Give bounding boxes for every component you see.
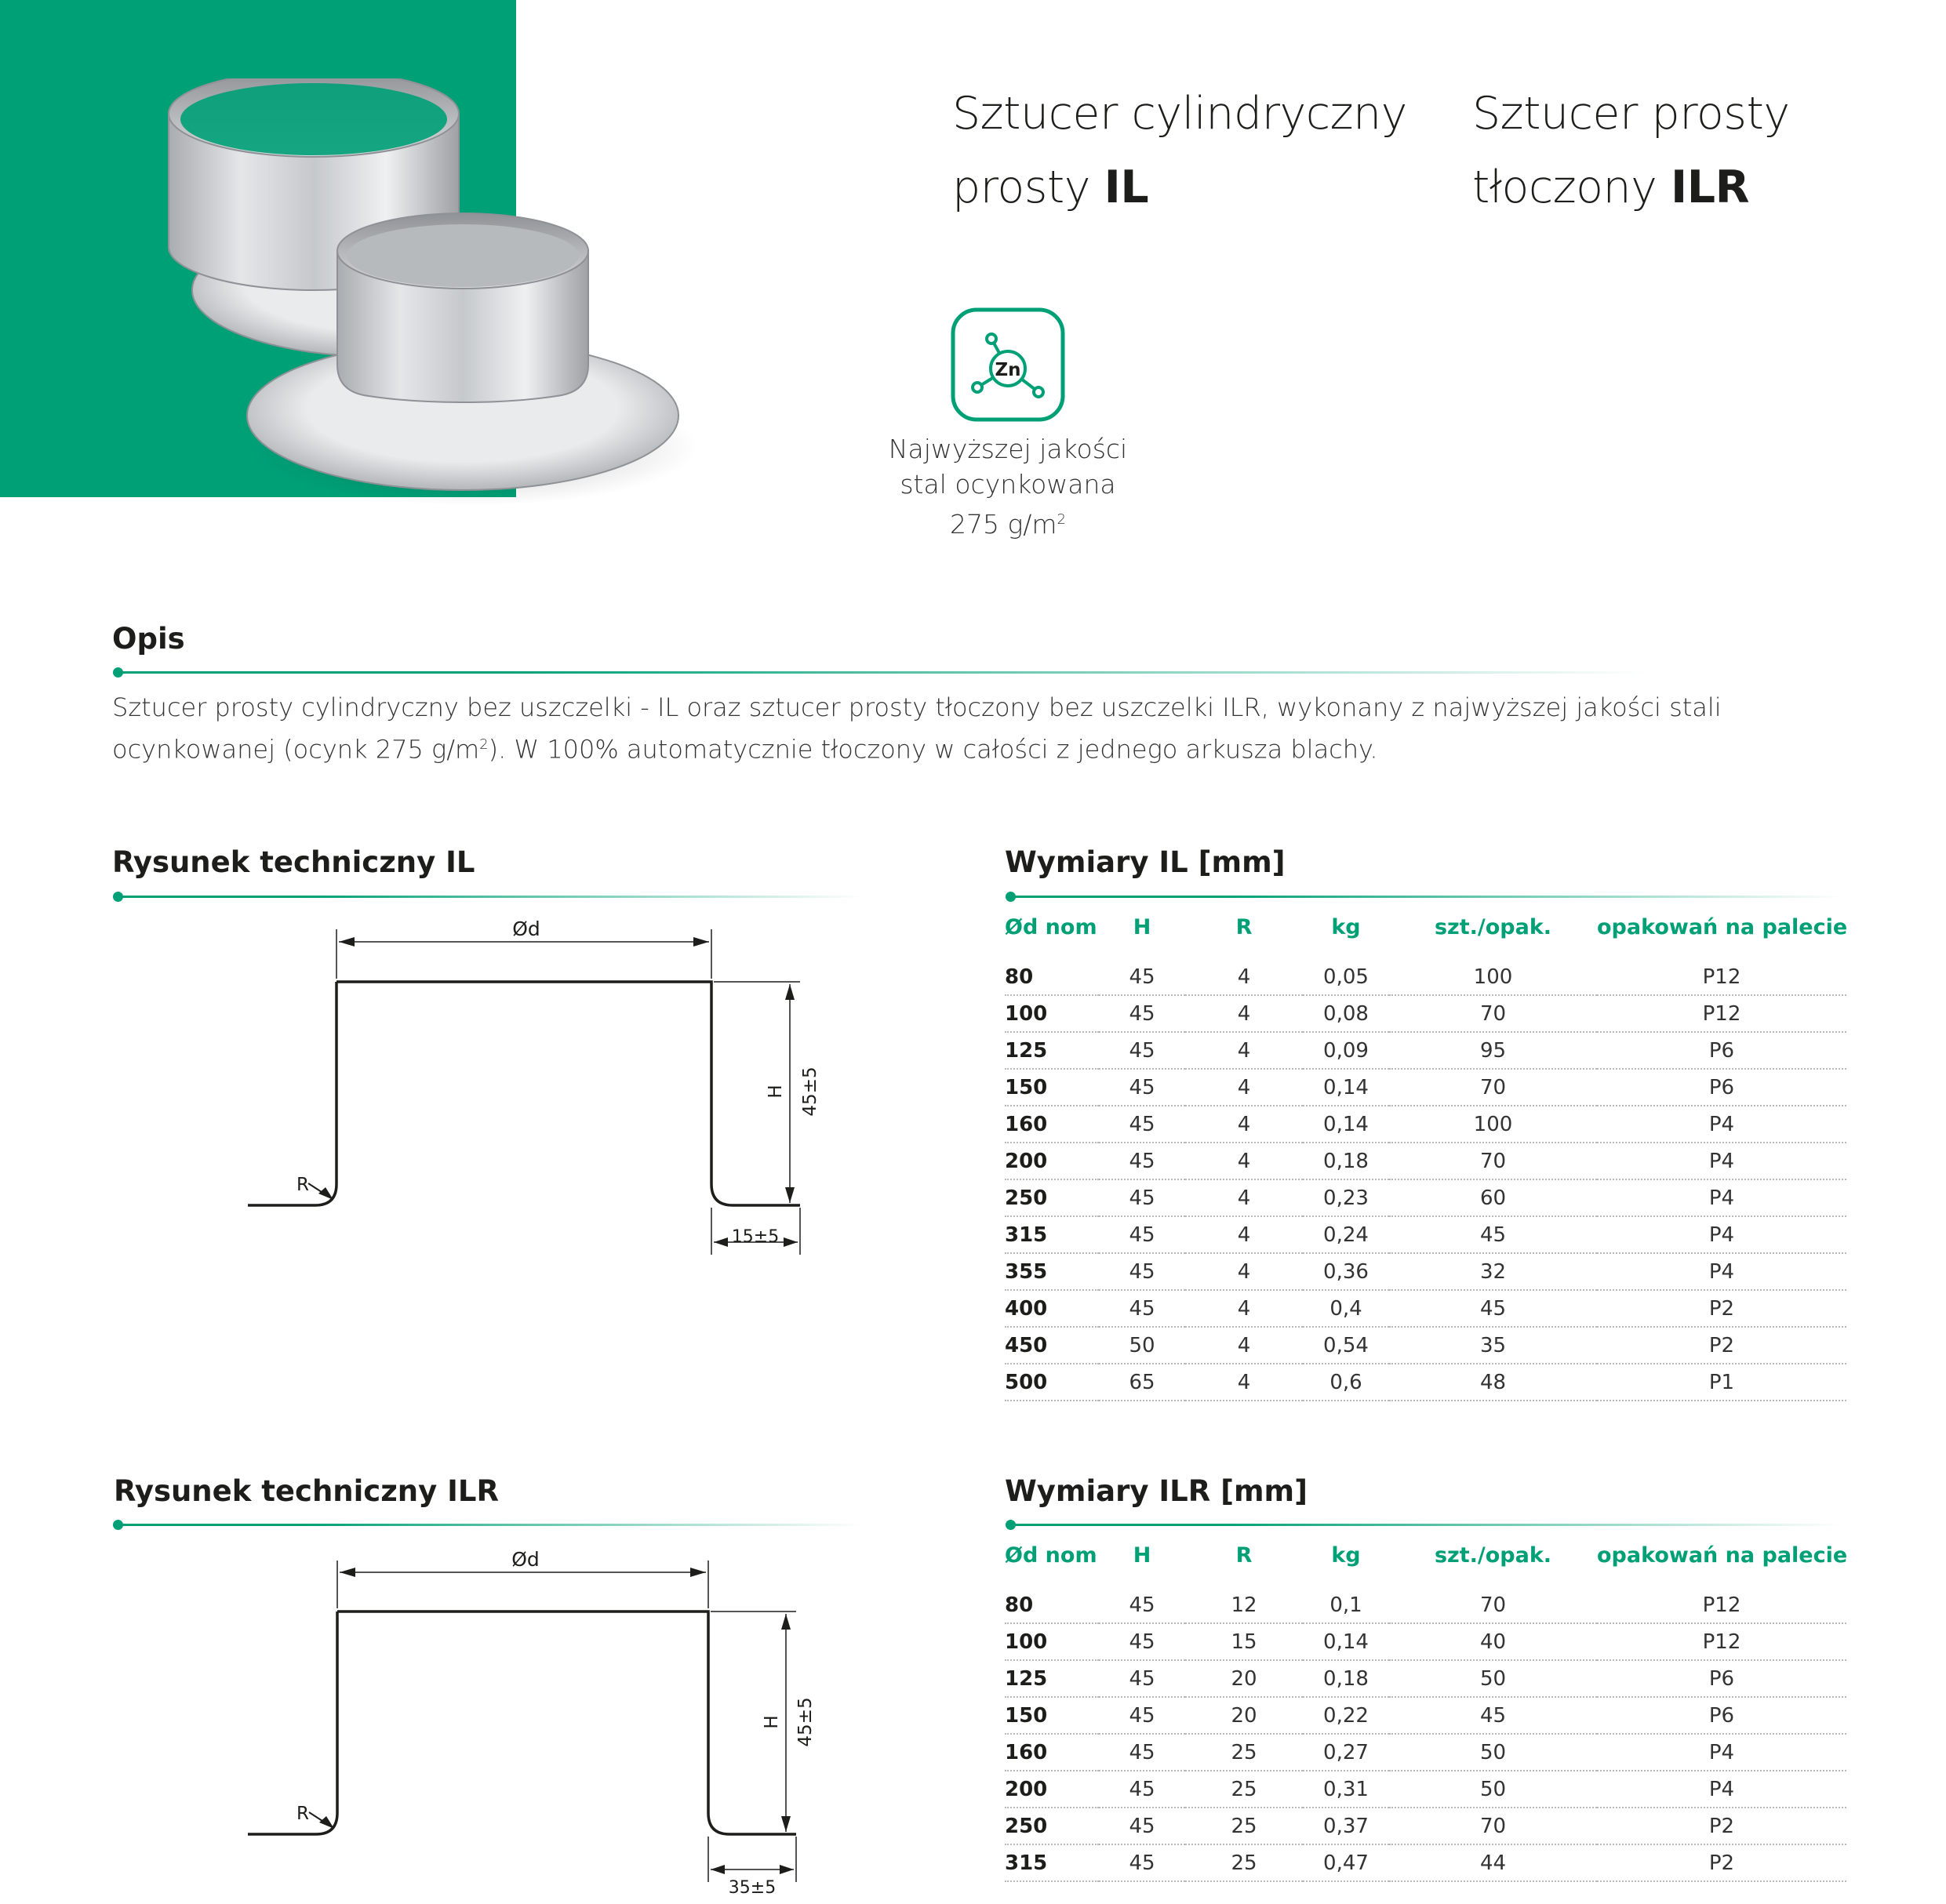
table-cell: 45 bbox=[1099, 1844, 1185, 1881]
table-cell: 44 bbox=[1389, 1844, 1597, 1881]
table-cell: P6 bbox=[1597, 1032, 1846, 1069]
table-cell: P4 bbox=[1597, 1106, 1846, 1143]
drawing-il-heading: Rysunek techniczny IL bbox=[112, 845, 475, 879]
drawing-il-rule bbox=[118, 896, 863, 898]
table-cell: 150 bbox=[1005, 1697, 1099, 1734]
table-cell: 0,14 bbox=[1303, 1106, 1389, 1143]
description-sup: 2 bbox=[479, 736, 489, 753]
table-cell: 50 bbox=[1099, 1327, 1185, 1364]
table-row bbox=[1005, 995, 1846, 1032]
table-cell: 4 bbox=[1185, 1069, 1303, 1106]
table-row bbox=[1005, 1327, 1846, 1364]
table-cell: 70 bbox=[1389, 1587, 1597, 1623]
table-row bbox=[1005, 1771, 1846, 1808]
table-cell: 80 bbox=[1005, 959, 1099, 995]
table-cell: 45 bbox=[1099, 1697, 1185, 1734]
zinc-caption-sup: 2 bbox=[1057, 511, 1066, 528]
drawing-il-height-label: 45±5 bbox=[800, 1066, 820, 1117]
table-il-header-row bbox=[1005, 914, 1846, 959]
table-cell: 50 bbox=[1389, 1771, 1597, 1808]
table-cell: 100 bbox=[1005, 1623, 1099, 1660]
table-cell: 160 bbox=[1005, 1106, 1099, 1143]
drawing-ilr-h-label: H bbox=[762, 1715, 782, 1729]
column-header: kg bbox=[1331, 1543, 1361, 1568]
table-row bbox=[1005, 1697, 1846, 1734]
table-cell: P4 bbox=[1597, 1216, 1846, 1253]
table-cell: 20 bbox=[1185, 1697, 1303, 1734]
description-rule bbox=[118, 671, 1647, 674]
column-header: opakowań na palecie bbox=[1597, 1543, 1848, 1568]
table-cell: P12 bbox=[1597, 959, 1846, 995]
table-cell: 25 bbox=[1185, 1771, 1303, 1808]
table-cell: 4 bbox=[1185, 1106, 1303, 1143]
table-cell: 200 bbox=[1005, 1143, 1099, 1179]
table-cell: 45 bbox=[1099, 1253, 1185, 1290]
table-cell: 125 bbox=[1005, 1032, 1099, 1069]
table-cell: 4 bbox=[1185, 1327, 1303, 1364]
table-cell: 0,14 bbox=[1303, 1069, 1389, 1106]
table-cell: P2 bbox=[1597, 1327, 1846, 1364]
table-cell: 0,18 bbox=[1303, 1660, 1389, 1697]
drawing-il-radius-label: R bbox=[296, 1175, 309, 1195]
table-cell: 25 bbox=[1185, 1844, 1303, 1881]
table-cell: 20 bbox=[1185, 1660, 1303, 1697]
table-cell: P12 bbox=[1597, 1587, 1846, 1623]
table-cell: 50 bbox=[1389, 1660, 1597, 1697]
table-cell: 400 bbox=[1005, 1290, 1099, 1327]
table-cell: 150 bbox=[1005, 1069, 1099, 1106]
table-cell: P4 bbox=[1597, 1734, 1846, 1771]
table-cell: 0,05 bbox=[1303, 959, 1389, 995]
table-cell: 0,27 bbox=[1303, 1734, 1389, 1771]
table-cell: 0,37 bbox=[1303, 1808, 1389, 1844]
table-cell: 4 bbox=[1185, 1032, 1303, 1069]
product-title-ilr bbox=[1472, 77, 1790, 224]
table-cell: 45 bbox=[1099, 1587, 1185, 1623]
table-row bbox=[1005, 1808, 1846, 1844]
table-cell: 0,1 bbox=[1303, 1587, 1389, 1623]
table-cell: 50 bbox=[1389, 1734, 1597, 1771]
table-row bbox=[1005, 1069, 1846, 1106]
dimensions-table-ilr bbox=[1005, 1542, 1846, 1882]
table-cell: 80 bbox=[1005, 1587, 1099, 1623]
table-cell: 160 bbox=[1005, 1734, 1099, 1771]
table-cell: P2 bbox=[1597, 1844, 1846, 1881]
description-text-part2: ). W 100% automatycznie tłoczony w całości z jednego arkusza blachy. bbox=[488, 734, 1378, 765]
table-row bbox=[1005, 1179, 1846, 1216]
column-header: Ød nom bbox=[1005, 1543, 1097, 1568]
table-cell: 60 bbox=[1389, 1179, 1597, 1216]
table-cell: 45 bbox=[1099, 1179, 1185, 1216]
table-cell: 70 bbox=[1389, 1069, 1597, 1106]
table-cell: 315 bbox=[1005, 1844, 1099, 1881]
table-cell: 0,09 bbox=[1303, 1032, 1389, 1069]
table-cell: 100 bbox=[1005, 995, 1099, 1032]
table-cell: 0,14 bbox=[1303, 1623, 1389, 1660]
table-cell: 4 bbox=[1185, 1253, 1303, 1290]
column-header: szt./opak. bbox=[1434, 915, 1552, 939]
table-cell: 48 bbox=[1389, 1364, 1597, 1401]
table-cell: P6 bbox=[1597, 1069, 1846, 1106]
table-cell: 4 bbox=[1185, 1143, 1303, 1179]
table-il-heading: Wymiary IL [mm] bbox=[1005, 845, 1286, 879]
table-ilr-header-row bbox=[1005, 1542, 1846, 1587]
drawing-il-h-label: H bbox=[766, 1085, 786, 1099]
dimensions-table-il bbox=[1005, 914, 1846, 1401]
table-row bbox=[1005, 1623, 1846, 1660]
table-cell: 45 bbox=[1099, 995, 1185, 1032]
table-cell: 100 bbox=[1389, 1106, 1597, 1143]
column-header: R bbox=[1235, 915, 1253, 939]
description-heading: Opis bbox=[112, 622, 185, 656]
column-header: H bbox=[1133, 1543, 1151, 1568]
table-row bbox=[1005, 1290, 1846, 1327]
table-row bbox=[1005, 1660, 1846, 1697]
table-cell: 250 bbox=[1005, 1808, 1099, 1844]
table-cell: P4 bbox=[1597, 1179, 1846, 1216]
title-il-line2: prosty bbox=[952, 162, 1091, 213]
table-cell: 70 bbox=[1389, 995, 1597, 1032]
technical-drawing-il bbox=[235, 906, 847, 1282]
column-header: opakowań na palecie bbox=[1597, 915, 1848, 939]
product-title-il bbox=[952, 77, 1407, 224]
column-header: H bbox=[1133, 915, 1151, 939]
table-cell: 40 bbox=[1389, 1623, 1597, 1660]
table-cell: 45 bbox=[1099, 1032, 1185, 1069]
table-cell: 4 bbox=[1185, 1290, 1303, 1327]
title-il-line1: Sztucer cylindryczny bbox=[952, 88, 1407, 140]
column-header: szt./opak. bbox=[1434, 1543, 1552, 1568]
table-row bbox=[1005, 1844, 1846, 1881]
table-cell: 25 bbox=[1185, 1734, 1303, 1771]
table-cell: 450 bbox=[1005, 1327, 1099, 1364]
table-cell: 4 bbox=[1185, 1216, 1303, 1253]
description-text-part1: Sztucer prosty cylindryczny bez uszczelki - IL oraz sztucer prosty tłoczony bez uszczelki ILR, wykonany z najwyższej jakości stali ocynkowanej (ocynk 275 g/m bbox=[112, 692, 1722, 765]
drawing-ilr-flange-label: 35±5 bbox=[728, 1878, 777, 1898]
drawing-il-flange-label: 15±5 bbox=[731, 1227, 780, 1247]
zinc-caption bbox=[855, 431, 1161, 542]
drawing-ilr-radius-label: R bbox=[296, 1804, 309, 1824]
table-cell: 0,36 bbox=[1303, 1253, 1389, 1290]
table-cell: 25 bbox=[1185, 1808, 1303, 1844]
table-cell: 0,22 bbox=[1303, 1697, 1389, 1734]
table-cell: 45 bbox=[1099, 1290, 1185, 1327]
title-il-code: IL bbox=[1104, 162, 1149, 213]
table-cell: P4 bbox=[1597, 1771, 1846, 1808]
table-cell: P4 bbox=[1597, 1143, 1846, 1179]
table-cell: P1 bbox=[1597, 1364, 1846, 1401]
table-cell: 45 bbox=[1099, 1106, 1185, 1143]
table-cell: P6 bbox=[1597, 1697, 1846, 1734]
table-cell: 45 bbox=[1389, 1216, 1597, 1253]
table-row bbox=[1005, 1143, 1846, 1179]
drawing-ilr-diameter-label: Ød bbox=[511, 1548, 540, 1571]
table-cell: 15 bbox=[1185, 1623, 1303, 1660]
table-cell: P2 bbox=[1597, 1808, 1846, 1844]
table-cell: 70 bbox=[1389, 1808, 1597, 1844]
table-cell: 100 bbox=[1389, 959, 1597, 995]
drawing-ilr-rule bbox=[118, 1524, 863, 1526]
zinc-caption-value: 275 g/m bbox=[950, 509, 1057, 540]
table-cell: 45 bbox=[1099, 1623, 1185, 1660]
table-cell: 0,08 bbox=[1303, 995, 1389, 1032]
technical-drawing-ilr bbox=[235, 1537, 847, 1898]
table-row bbox=[1005, 959, 1846, 995]
table-row bbox=[1005, 1216, 1846, 1253]
table-row bbox=[1005, 1032, 1846, 1069]
table-cell: 45 bbox=[1099, 1808, 1185, 1844]
table-cell: 0,47 bbox=[1303, 1844, 1389, 1881]
table-cell: 45 bbox=[1389, 1290, 1597, 1327]
table-cell: 4 bbox=[1185, 1364, 1303, 1401]
table-cell: 45 bbox=[1389, 1697, 1597, 1734]
table-il-rule bbox=[1010, 896, 1842, 898]
product-photo bbox=[102, 78, 871, 518]
table-cell: P6 bbox=[1597, 1660, 1846, 1697]
title-ilr-line2: tłoczony bbox=[1472, 162, 1657, 213]
table-row bbox=[1005, 1734, 1846, 1771]
table-cell: P2 bbox=[1597, 1290, 1846, 1327]
drawing-ilr-heading: Rysunek techniczny ILR bbox=[114, 1474, 499, 1508]
table-cell: 70 bbox=[1389, 1143, 1597, 1179]
table-cell: 45 bbox=[1099, 1143, 1185, 1179]
table-cell: 0,23 bbox=[1303, 1179, 1389, 1216]
table-cell: 45 bbox=[1099, 1660, 1185, 1697]
table-cell: 45 bbox=[1099, 959, 1185, 995]
table-cell: 125 bbox=[1005, 1660, 1099, 1697]
table-cell: 0,6 bbox=[1303, 1364, 1389, 1401]
table-cell: 4 bbox=[1185, 1179, 1303, 1216]
table-row bbox=[1005, 1364, 1846, 1401]
column-header: kg bbox=[1331, 915, 1361, 939]
table-cell: 95 bbox=[1389, 1032, 1597, 1069]
table-cell: 250 bbox=[1005, 1179, 1099, 1216]
table-cell: 0,31 bbox=[1303, 1771, 1389, 1808]
table-row bbox=[1005, 1253, 1846, 1290]
table-cell: 500 bbox=[1005, 1364, 1099, 1401]
table-cell: P12 bbox=[1597, 995, 1846, 1032]
column-header: R bbox=[1235, 1543, 1253, 1568]
table-cell: 0,18 bbox=[1303, 1143, 1389, 1179]
table-cell: 355 bbox=[1005, 1253, 1099, 1290]
zinc-symbol: Zn bbox=[995, 360, 1021, 380]
drawing-il-diameter-label: Ød bbox=[512, 917, 540, 940]
table-cell: 45 bbox=[1099, 1771, 1185, 1808]
table-cell: 315 bbox=[1005, 1216, 1099, 1253]
title-ilr-line1: Sztucer prosty bbox=[1472, 88, 1790, 140]
table-cell: 45 bbox=[1099, 1069, 1185, 1106]
drawing-ilr-height-label: 45±5 bbox=[795, 1697, 816, 1747]
zinc-caption-line2: stal ocynkowana bbox=[900, 469, 1116, 500]
table-cell: 4 bbox=[1185, 959, 1303, 995]
table-cell: 0,54 bbox=[1303, 1327, 1389, 1364]
table-row bbox=[1005, 1587, 1846, 1623]
table-ilr-heading: Wymiary ILR [mm] bbox=[1005, 1474, 1308, 1508]
description-text bbox=[112, 689, 1877, 769]
table-cell: P12 bbox=[1597, 1623, 1846, 1660]
table-cell: P4 bbox=[1597, 1253, 1846, 1290]
title-ilr-code: ILR bbox=[1671, 162, 1749, 213]
table-cell: 4 bbox=[1185, 995, 1303, 1032]
table-ilr-rule bbox=[1010, 1524, 1842, 1526]
table-cell: 45 bbox=[1099, 1216, 1185, 1253]
table-cell: 200 bbox=[1005, 1771, 1099, 1808]
table-cell: 32 bbox=[1389, 1253, 1597, 1290]
table-cell: 35 bbox=[1389, 1327, 1597, 1364]
table-cell: 65 bbox=[1099, 1364, 1185, 1401]
zinc-molecule-icon bbox=[951, 307, 1065, 422]
column-header: Ød nom bbox=[1005, 915, 1097, 939]
table-cell: 45 bbox=[1099, 1734, 1185, 1771]
table-cell: 0,24 bbox=[1303, 1216, 1389, 1253]
table-cell: 12 bbox=[1185, 1587, 1303, 1623]
table-cell: 0,4 bbox=[1303, 1290, 1389, 1327]
zinc-caption-line1: Najwyższej jakości bbox=[888, 434, 1128, 464]
table-row bbox=[1005, 1106, 1846, 1143]
